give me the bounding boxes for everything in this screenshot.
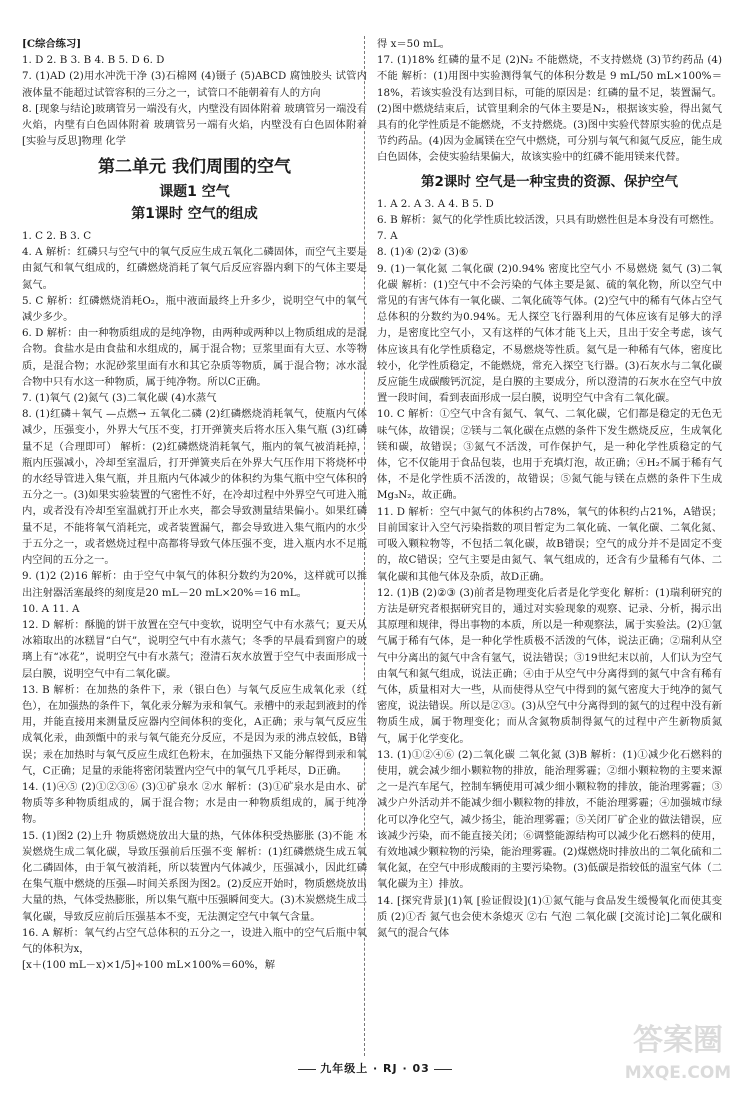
answer-q16-cont: 得 x＝50 mL。	[377, 38, 450, 50]
p2-answer-q9: 9. (1)一氧化氮 二氧化碳 (2)0.94% 密度比空气小 不易燃烧 氦气 (3)二氧化碳 解析：(1)空气中不会污染的气体主要是氮、硫的氧化物，所以空气中常见的有害气体有一氧化碳、二氧化硫等气体。(2)空气中的稀有气体占空气总体积的分数约为0.94%。无人探空飞行器利用的气体应该有足够大的浮力，是密度比空气小，又有这样的气体才能飞上天，且出于安全考虑，该气体应该具有化学性质稳定，不易燃烧等性质。氦气是一种稀有气体，密度比较小，化学性质稳定，不能燃烧，常充入探空飞行器。(3)石灰水与二氧化碳反应能生成碳酸钙沉淀，是白膜的主要成分，所以澄清的石灰水在空气中放置一段时间，看到表面形成一层白膜，说明空气中含有二氧化碳。	[377, 262, 722, 405]
watermark-logo	[612, 1010, 744, 1090]
answer-q16: 16. A 解析：氧气约占空气总体积的五分之一，设进入瓶中的空气后瓶中氧气的体积为x，	[22, 926, 367, 955]
section-c-title: [C综合练习]	[22, 38, 82, 50]
answer-q7: 7. (1)氧气 (2)氮气 (3)二氧化碳 (4)水蒸气	[22, 392, 217, 405]
answer-q1-3: 1. C 2. B 3. C	[22, 230, 92, 243]
p2-answer-q10: 10. C 解析：①空气中含有氮气、氧气、二氧化碳，它们都是稳定的无色无味气体，故错误；②镁与二氧化碳在点燃的条件下发生燃烧反应，生成氧化镁和碳，故错误；③氮气不活泼，可作保护气，是一种化学性质稳定的气体，它不仅能用于食品包装，也用于充填灯泡，故正确；④H₂不属于稀有气体，不是化学性质不活泼的，故错误；⑤氮气能与镁在点燃的条件下生成Mg₃N₂，故正确。	[377, 408, 722, 502]
answer-q14: 14. (1)④⑤ (2)①②③⑥ (3)①矿泉水 ②水 解析：(3)①矿泉水是由水、矿物质等多种物质组成的，属于混合物；水是由一种物质组成的，属于纯净物。	[22, 780, 367, 826]
p2-answer-q8: 8. (1)④ (2)② (3)⑥	[377, 246, 469, 259]
right-column	[377, 36, 722, 1056]
footer-dash-right	[434, 1069, 452, 1070]
footer-text: 九年级上 · RJ · 03	[320, 1062, 430, 1075]
period2-title: 第2课时 空气是一种宝贵的资源、保护空气	[420, 173, 679, 190]
p2-answer-q13: 13. (1)①②④⑥ (2)二氧化碳 二氧化氮 (3)B 解析：(1)①减少化石燃料的使用，就会减少细小颗粒物的排放，能治理雾霾；②细小颗粒物的主要来源之一是汽车尾气，控制车辆使用可减少细小颗粒物的排放，能治理雾霾；③减少户外活动并不能减少细小颗粒物的排放，不能治理雾霾；④加强城市绿化可以净化空气，减少扬尘，能治理雾霾；⑤关闭厂矿企业的做法错误，应该减少污染，而不能直接关闭；⑥调整能源结构可以减少化石燃料的使用，有效地减少颗粒物的污染，能治理雾霾。(2)煤燃烧时排放出的二氧化硫和二氧化氮，在空气中形成酸雨的主要污染物。(3)低碳是指较低的温室气体（二氧化碳为主）排放。	[377, 748, 722, 891]
p2-answer-q1-5: 1. A 2. A 3. A 4. B 5. D	[377, 197, 494, 210]
answer-q15: 15. (1)图2 (2)上升 物质燃烧放出大量的热，气体体积受热膨胀 (3)不能 木炭燃烧生成二氧化碳，导致压强前后压强不变 解析：(1)红磷燃烧生成五氧化二磷固体，由于氧气被消耗，所以装置内气体减少，压强减小，因此红磷在集气瓶中燃烧的压强—时间关系图为图2。(2)反应开始时，物质燃烧放出大量的热，气体受热膨胀，所以集气瓶中压强瞬间变大。(3)木炭燃烧生成二氧化碳，导致反应前后压强基本不变，无法测定空气中氧气含量。	[22, 829, 367, 923]
unit-title: 第二单元 我们周围的空气	[98, 157, 291, 178]
answer-q5: 5. C 解析：红磷燃烧消耗O₂，瓶中液面最终上升多少，说明空气中的氧气减少多少。	[22, 294, 367, 324]
answer-q4: 4. A 解析：红磷只与空气中的氧气反应生成五氧化二磷固体，而空气主要是由氮气和氧气组成的，红磷燃烧消耗了氧气后反应容器内剩下的气体主要是氮气。	[22, 246, 367, 291]
answer-q9: 9. (1)2 (2)16 解析：由于空气中氧气的体积分数约为20%，这样就可以推出注射器活塞最终的刻度是20 mL－20 mL×20%＝16 mL。	[22, 570, 367, 599]
watermark-text-cn: 答案圈	[633, 1023, 723, 1058]
watermark-text-url: MXQE.COM	[624, 1063, 732, 1083]
answer-q6: 6. D 解析：由一种物质组成的是纯净物，由两种或两种以上物质组成的是混合物。食盐水是由食盐和水组成的，属于混合物；豆浆里面有大豆、水等物质，是混合物；水泥砂浆里面有水和其它杂质等物质，属于混合物；冰水混合物中只有水这一种物质，属于纯净物。所以C正确。	[22, 327, 367, 388]
c-answer-8: 8. [现象与结论]玻璃管另一端没有火，内壁没有固体附着 玻璃管另一端没有火焰，内壁有白色固体附着 玻璃管另一端有火焰，内壁没有白色固体附着 [实验与反思]物理 化学	[22, 102, 367, 148]
answer-q10-11: 10. A 11. A	[22, 602, 80, 615]
p2-answer-q6: 6. B 解析：氮气的化学性质比较活泼，只具有助燃性但是本身没有可燃性。	[377, 214, 721, 227]
p2-answer-q12: 12. (1)B (2)②③ (3)前者是物理变化后者是化学变化 解析：(1)瑞利研究的方法是研究者根据研究目的，通过对实验现象的观察、记录、分析，揭示出其原理和规律，得出事物的本质，所以是一种观察法，属于实验法。(2)①氩气属于稀有气体，是一种化学性质极不活泼的气体，说法正确；②瑞利从空气中分离出的氮气中含有氩气，说法错误；③19世纪末以前，人们认为空气由氧气和氮气组成，说法正确；④由于从空气中分离得到的氮气中含有稀有气体，质量相对大一些，从而使得从空气中得到的氮气密度大于纯净的氮气密度，说法错误。所以是②③。(3)从空气中分离得到的氮气的过程中没有新物质生成，属于物理变化；而从含氮物质制得氮气的过程中产生新物质氮气，属于化学变化。	[377, 586, 722, 745]
footer-dash-left	[298, 1069, 316, 1070]
answer-q16-formula: [x＋(100 mL－x)×1/5]÷100 mL×100%＝60%，解	[22, 959, 276, 972]
answer-q13: 13. B 解析：在加热的条件下，汞（银白色）与氧气反应生成氧化汞（红色），在加强热的条件下，氧化汞分解为汞和氧气。汞槽中的汞起到液封的作用，并能直接用来测量反应器内空间体积的变化，A正确；汞与氧气反应生成氧化汞，曲颈甑中的汞与氧气能充分反应，不是因为汞的沸点较低，B错误；汞在加热时与氧气反应生成红色粉末，在加强热下又能分解得到汞和氧气，C正确；足量的汞能将密闭装置内空气中的氧气几乎耗尽，D正确。	[22, 683, 367, 777]
p2-answer-q11: 11. D 解析：空气中氮气的体积约占78%，氧气的体积约占21%，A错误；目前国家计入空气污染指数的项目暂定为二氧化硫、一氧化碳、二氧化氮、可吸入颗粒物等，不包括二氧化碳，故B错误；空气的成分并不是固定不变的，故C错误；空气主要是由氮气、氧气组成的，还含有少量稀有气体、二氧化碳和其他气体及杂质，故D正确。	[377, 505, 722, 583]
answer-q12: 12. D 解析：酥脆的饼干放置在空气中变软，说明空气中有水蒸气；夏天从冰箱取出的冰糕冒“白气”，说明空气中有水蒸气；冬季的早晨看到窗户的玻璃上有“冰花”，说明空气中有水蒸气；澄清石灰水放置于空气中表面形成一层白膜，说明空气中有二氧化碳。	[22, 618, 367, 680]
column-divider	[364, 36, 366, 1056]
left-column	[22, 36, 367, 1056]
c-answer-7: 7. (1)AD (2)用水冲洗干净 (3)石棉网 (4)镊子 (5)ABCD 腐蚀胶头 试管内液体量不能超过试管容积的三分之一，试管口不能朝着有人的方向	[22, 70, 367, 99]
p2-answer-q7: 7. A	[377, 230, 398, 243]
answer-q8: 8. (1)红磷＋氧气 —点燃→ 五氧化二磷 (2)红磷燃烧消耗氧气，使瓶内气体减少，压强变小，外界大气压不变，打开弹簧夹后将水压入集气瓶 (3)红磷量不足（合理即可） 解析：(2)红磷燃烧消耗氧气，瓶内的氧气被消耗掉，瓶内压强减小，冷却至室温后，打开弹簧夹后在外界大气压作用下将烧杯中的水经导管进入集气瓶，并且瓶内气体减少的体积约为集气瓶中空气体积的五分之一。(3)如果实验装置的气密性不好，在冷却过程中外界空气可进入瓶内，或者没有冷却至室温就打开止水夹，都会导致测量结果偏小。如果红磷量不足，不能将氧气消耗完，或者装置漏气，都会导致进入集气瓶内的水少于五分之一，或者燃烧过程中高都将导致气体压强不变，进入瓶内水不足瓶内空间的五分之一。	[22, 408, 367, 567]
c-answers-1-6: 1. D 2. B 3. B 4. B 5. D 6. D	[22, 54, 165, 67]
lesson-title: 课题1 空气	[159, 183, 230, 200]
answer-q17: 17. (1)18% 红磷的量不足 (2)N₂ 不能燃烧，不支持燃烧 (3)节约药品 (4)不能 解析：(1)用图中实验测得氧气的体积分数是 9 mL/50 mL×100%＝18%，若该实验没有达到目标，可能的原因是：红磷的量不足，装置漏气。(2)图中燃烧结束后，试管里剩余的气体主要是N₂，根据该实验，得出氮气具有的化学性质是不能燃烧，不支持燃烧。(3)图中实验代替原实验的优点是节约药品。(4)因为金属镁在空气中燃烧，可分别与氧气和氮气反应，能生成白色固体，会使实验结果偏大，故该实验中的红磷不能用镁来代替。	[377, 54, 722, 164]
period-title: 第1课时 空气的组成	[131, 205, 258, 222]
p2-answer-q14: 14. [探究背景](1)氧 [验证假设](1)①氮气能与食品发生缓慢氧化而使其变质 (2)①否 氮气也会使木条熄灭 ②右 气泡 二氧化碳 [交流讨论]二氧化碳和氮气的混合气体	[377, 894, 722, 939]
